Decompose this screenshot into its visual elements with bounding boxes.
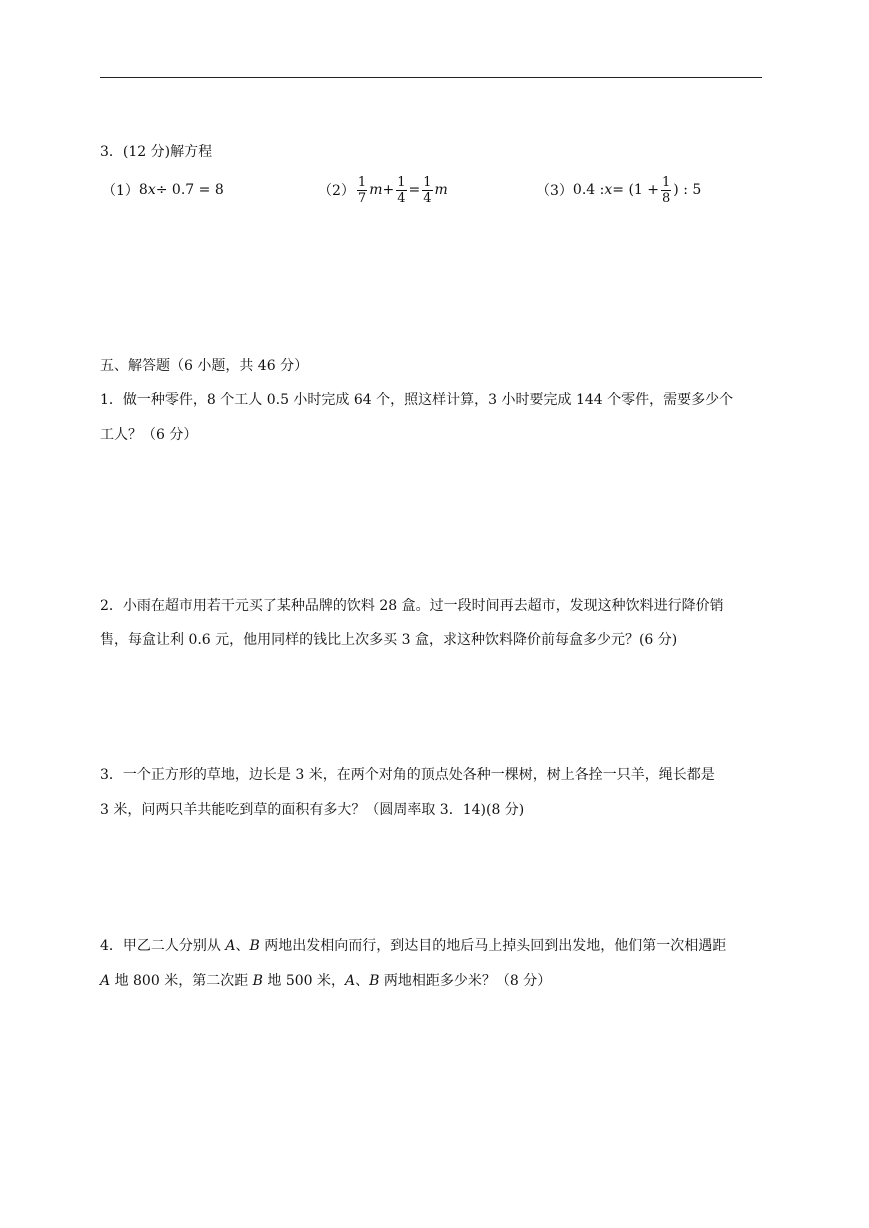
problem-4-line-1: 4．甲乙二人分别从 A、B 两地出发相向而行，到达目的地后马上掉头回到出发地，他们第一次相遇距 [100,938,727,954]
equation-3-right: ) : 5 [673,182,702,198]
equation-2-equals: = [408,182,421,198]
equation-3-label: （3） [536,183,573,199]
equation-2-var-1: m [369,182,383,198]
equation-3 [536,170,701,210]
equation-2-fraction-3: $\frac{1}{4}$ [423,174,432,206]
equation-2 [318,170,448,210]
header-rule [100,77,762,78]
equation-1 [102,170,224,210]
equation-2-plus: + [382,182,395,198]
problem-1-line-2: 工人？（6 分） [100,427,198,443]
problem-2-line-2: 售，每盒让利 0.6 元，他用同样的钱比上次多买 3 盒，求这种饮料降价前每盒多少元？(6 分) [100,632,678,648]
problem-1-line-1: 1．做一种零件，8 个工人 0.5 小时完成 64 个，照这样计算，3 小时要完成 144 个零件，需要多少个 [100,392,734,408]
problem-3-line-2: 3 米，问两只羊共能吃到草的面积有多大？（圆周率取 3．14)(8 分) [100,802,525,818]
problem-2-line-1: 2．小雨在超市用若干元买了某种品牌的饮料 28 盒。过一段时间再去超市，发现这种饮料进行降价销 [100,598,724,614]
equation-2-fraction-2: $\frac{1}{4}$ [397,174,406,206]
equation-1-rest: ÷ 0.7 = 8 [155,182,224,198]
equation-3-left: 0.4 : [572,182,605,198]
problem-4-line-2: A 地 800 米，第二次距 B 地 500 米，A、B 两地相距多少米？（8 分） [100,973,552,989]
equation-1-coef: 8 [138,182,148,198]
equation-2-label: （2） [318,183,355,199]
equation-2-fraction-1: $\frac{1}{7}$ [357,174,367,206]
question-3-header: 3．(12 分)解方程 [100,144,213,160]
equation-2-var-2: m [434,182,448,198]
equation-1-var: x [147,182,156,198]
equation-3-fraction: $\frac{1}{8}$ [662,174,671,206]
equation-3-mid: = (1 + [612,182,659,198]
section-5-title: 五、解答题（6 小题，共 46 分） [100,358,309,374]
equation-3-var: x [604,182,613,198]
problem-3-line-1: 3．一个正方形的草地，边长是 3 米，在两个对角的顶点处各种一棵树，树上各拴一只羊，绳长都是 [100,767,715,783]
equation-1-label: （1） [102,183,139,199]
